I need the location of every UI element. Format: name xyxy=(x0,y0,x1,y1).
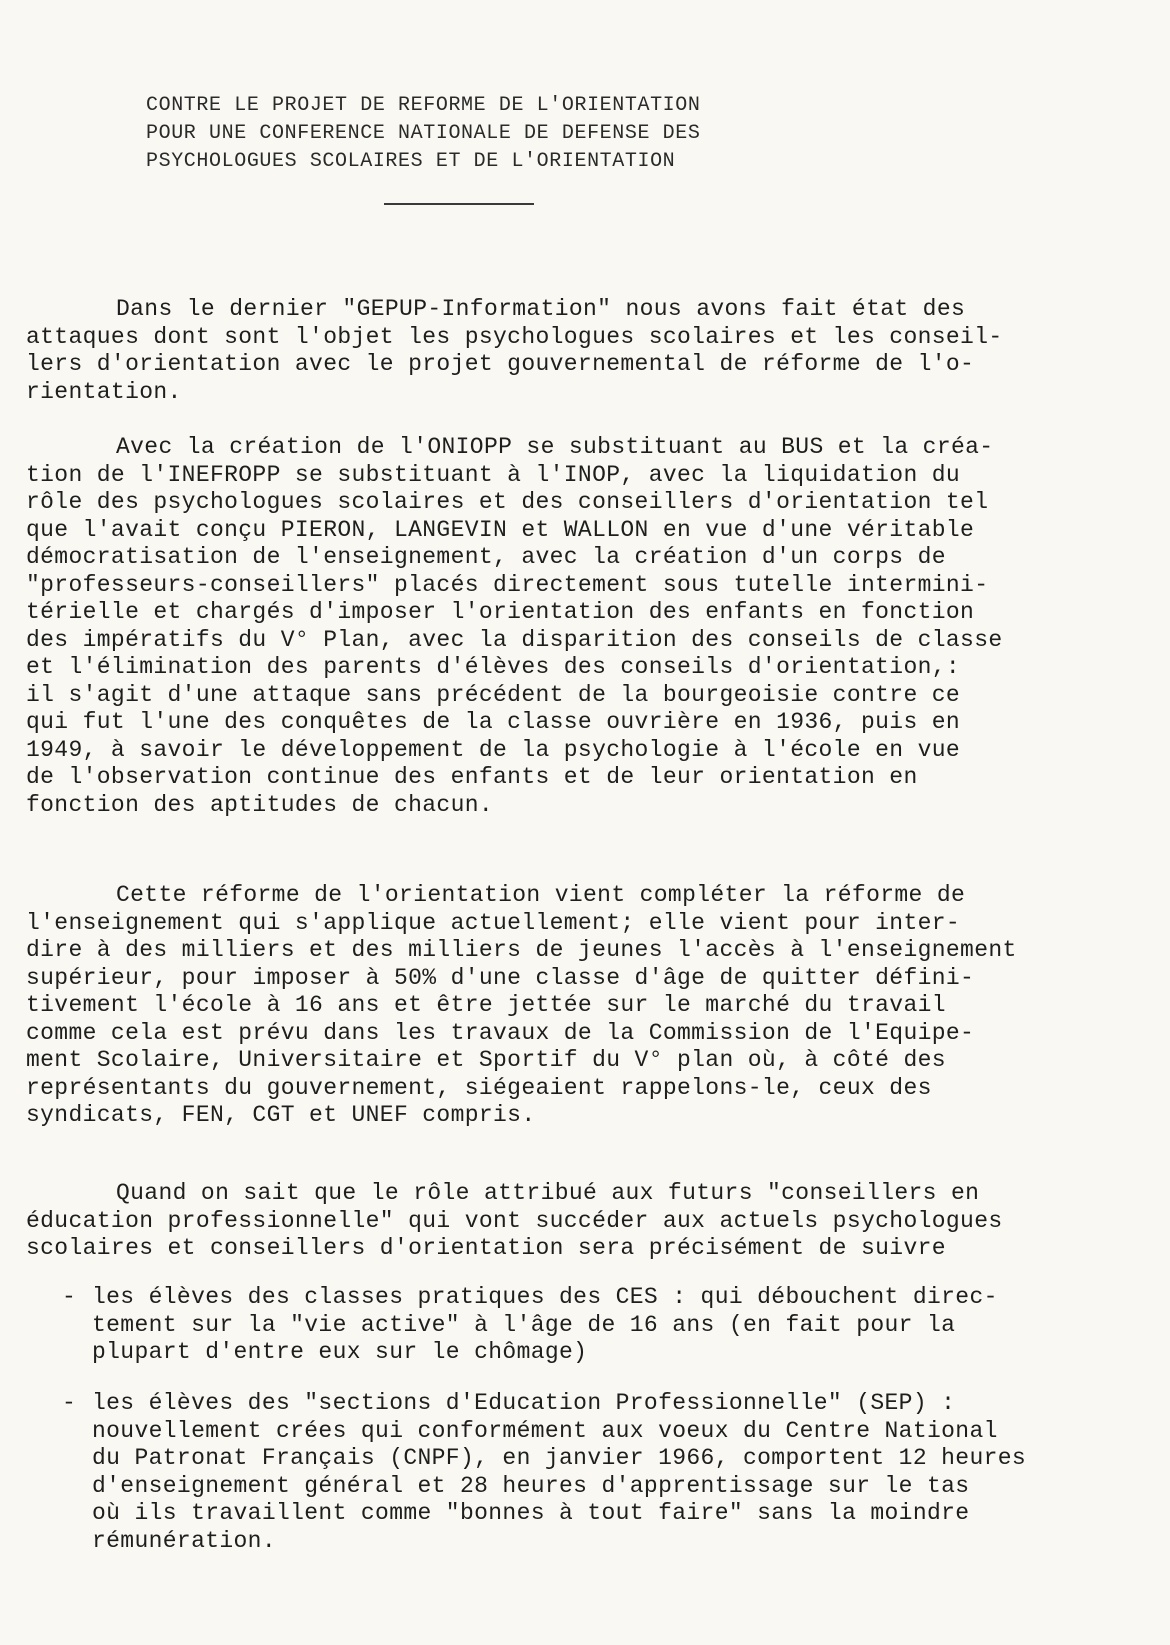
paragraph-3 xyxy=(26,882,1116,1130)
paragraph-line: Quand on sait que le rôle attribué aux futurs "conseillers en xyxy=(116,1180,980,1206)
paragraph-line: comme cela est prévu dans les travaux de la Commission de l'Equipe- xyxy=(26,1019,975,1046)
bullet-line: rémunération. xyxy=(92,1527,276,1554)
document-header xyxy=(146,92,866,176)
header-underline xyxy=(384,203,534,205)
bullet-line: les élèves des classes pratiques des CES : qui débouchent direc- xyxy=(92,1284,998,1310)
paragraph-line: des impératifs du V° Plan, avec la disparition des conseils de classe xyxy=(26,626,1003,653)
paragraph-line: Cette réforme de l'orientation vient compléter la réforme de xyxy=(116,882,966,908)
paragraph-line: l'enseignement qui s'applique actuellement; elle vient pour inter- xyxy=(26,909,961,936)
paragraph-line: que l'avait conçu PIERON, LANGEVIN et WALLON en vue d'une véritable xyxy=(26,516,975,543)
paragraph-line: tion de l'INEFROPP se substituant à l'INOP, avec la liquidation du xyxy=(26,461,961,488)
paragraph-line: "professeurs-conseillers" placés directement sous tutelle intermini- xyxy=(26,571,989,598)
paragraph-line: supérieur, pour imposer à 50% d'une classe d'âge de quitter défini- xyxy=(26,964,975,991)
paragraph-line: démocratisation de l'enseignement, avec la création d'un corps de xyxy=(26,544,946,570)
paragraph-line: fonction des aptitudes de chacun. xyxy=(26,791,494,818)
header-line: POUR UNE CONFERENCE NATIONALE DE DEFENSE DES xyxy=(146,122,701,145)
bullet-line: les élèves des "sections d'Education Professionnelle" (SEP) : xyxy=(92,1390,956,1416)
paragraph-2 xyxy=(26,434,1116,819)
bullet-line: où ils travaillent comme "bonnes à tout faire" sans la moindre xyxy=(92,1500,970,1526)
header-line: PSYCHOLOGUES SCOLAIRES ET DE L'ORIENTATION xyxy=(146,150,676,173)
paragraph-line: qui fut l'une des conquêtes de la classe ouvrière en 1936, puis en xyxy=(26,709,961,735)
paragraph-line: ment Scolaire, Universitaire et Sportif du V° plan où, à côté des xyxy=(26,1047,946,1073)
paragraph-line: éducation professionnelle" qui vont succéder aux actuels psychologues xyxy=(26,1207,1003,1234)
bullet-dash: - xyxy=(62,1284,77,1310)
paragraph-line: lers d'orientation avec le projet gouvernemental de réforme de l'o- xyxy=(26,351,975,377)
bullet-line: plupart d'entre eux sur le chômage) xyxy=(92,1339,588,1365)
paragraph-line: rôle des psychologues scolaires et des conseillers d'orientation tel xyxy=(26,489,989,515)
paragraph-line: dire à des milliers et des milliers de jeunes l'accès à l'enseignement xyxy=(26,937,1017,963)
paragraph-line: et l'élimination des parents d'élèves des conseils d'orientation,: xyxy=(26,654,961,680)
paragraph-line: syndicats, FEN, CGT et UNEF compris. xyxy=(26,1102,536,1128)
paragraph-line: représentants du gouvernement, siégeaient rappelons-le, ceux des xyxy=(26,1074,932,1101)
bullet-dash: - xyxy=(62,1390,77,1416)
paragraph-line: de l'observation continue des enfants et de leur orientation en xyxy=(26,764,918,790)
paragraph-line: 1949, à savoir le développement de la psychologie à l'école en vue xyxy=(26,736,961,763)
bullet-line: du Patronat Français (CNPF), en janvier 1966, comportent 12 heures xyxy=(92,1445,1027,1471)
paragraph-line: tivement l'école à 16 ans et être jettée sur le marché du travail xyxy=(26,992,946,1018)
paragraph-line: rientation. xyxy=(26,378,182,405)
header-line: CONTRE LE PROJET DE REFORME DE L'ORIENTATION xyxy=(146,94,701,117)
paragraph-line: il s'agit d'une attaque sans précédent de la bourgeoisie contre ce xyxy=(26,681,961,708)
bullet-line: d'enseignement général et 28 heures d'apprentissage sur le tas xyxy=(92,1472,970,1499)
paragraph-line: térielle et chargés d'imposer l'orientation des enfants en fonction xyxy=(26,599,975,625)
paragraph-line: Dans le dernier "GEPUP-Information" nous avons fait état des xyxy=(116,296,966,322)
paragraph-4 xyxy=(26,1180,1116,1263)
paragraph-line: Avec la création de l'ONIOPP se substituant au BUS et la créa- xyxy=(116,434,994,460)
bullet-line: nouvellement crées qui conformément aux voeux du Centre National xyxy=(92,1417,998,1444)
paragraph-line: attaques dont sont l'objet les psychologues scolaires et les conseil- xyxy=(26,323,1003,350)
paragraph-line: scolaires et conseillers d'orientation sera précisément de suivre xyxy=(26,1235,946,1261)
paragraph-1 xyxy=(26,296,1116,406)
bullet-line: tement sur la "vie active" à l'âge de 16 ans (en fait pour la xyxy=(92,1311,956,1338)
